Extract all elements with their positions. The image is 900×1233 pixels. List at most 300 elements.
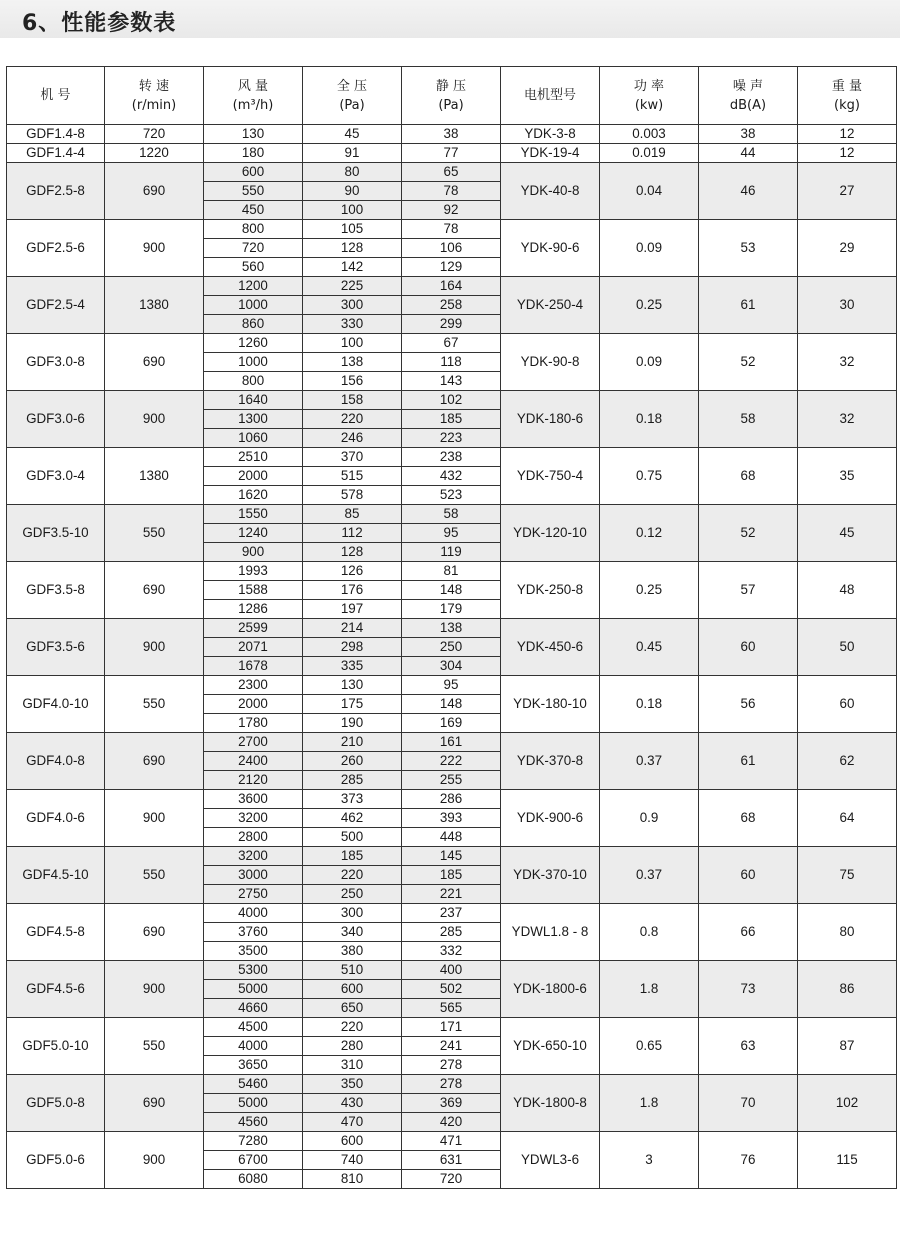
- power-cell: 1.8: [600, 1075, 699, 1132]
- airflow-cell: 7280: [204, 1132, 303, 1151]
- airflow-cell: 2300: [204, 676, 303, 695]
- airflow-cell: 900: [204, 543, 303, 562]
- static-pressure-cell: 285: [402, 923, 501, 942]
- static-pressure-cell: 92: [402, 201, 501, 220]
- power-cell: 0.45: [600, 619, 699, 676]
- power-cell: 0.9: [600, 790, 699, 847]
- static-pressure-cell: 129: [402, 258, 501, 277]
- model-cell: GDF3.0-8: [7, 334, 105, 391]
- airflow-cell: 2120: [204, 771, 303, 790]
- static-pressure-cell: 95: [402, 524, 501, 543]
- total-pressure-cell: 100: [303, 201, 402, 220]
- total-pressure-cell: 578: [303, 486, 402, 505]
- static-pressure-cell: 161: [402, 733, 501, 752]
- total-pressure-cell: 130: [303, 676, 402, 695]
- speed-cell: 1380: [105, 448, 204, 505]
- static-pressure-cell: 143: [402, 372, 501, 391]
- speed-cell: 900: [105, 391, 204, 448]
- airflow-cell: 1993: [204, 562, 303, 581]
- motor-cell: YDK-450-6: [501, 619, 600, 676]
- weight-cell: 30: [798, 277, 897, 334]
- airflow-cell: 1060: [204, 429, 303, 448]
- static-pressure-cell: 471: [402, 1132, 501, 1151]
- static-pressure-cell: 255: [402, 771, 501, 790]
- weight-cell: 102: [798, 1075, 897, 1132]
- total-pressure-cell: 142: [303, 258, 402, 277]
- power-cell: 0.04: [600, 163, 699, 220]
- total-pressure-cell: 470: [303, 1113, 402, 1132]
- total-pressure-cell: 373: [303, 790, 402, 809]
- airflow-cell: 6080: [204, 1170, 303, 1189]
- airflow-cell: 450: [204, 201, 303, 220]
- weight-cell: 48: [798, 562, 897, 619]
- model-cell: GDF5.0-6: [7, 1132, 105, 1189]
- airflow-cell: 800: [204, 372, 303, 391]
- airflow-cell: 1678: [204, 657, 303, 676]
- model-cell: GDF2.5-4: [7, 277, 105, 334]
- airflow-cell: 5000: [204, 1094, 303, 1113]
- airflow-cell: 4000: [204, 904, 303, 923]
- airflow-cell: 130: [204, 125, 303, 144]
- total-pressure-cell: 190: [303, 714, 402, 733]
- static-pressure-cell: 432: [402, 467, 501, 486]
- model-cell: GDF4.0-10: [7, 676, 105, 733]
- static-pressure-cell: 393: [402, 809, 501, 828]
- static-pressure-cell: 77: [402, 144, 501, 163]
- static-pressure-cell: 95: [402, 676, 501, 695]
- total-pressure-cell: 250: [303, 885, 402, 904]
- static-pressure-cell: 241: [402, 1037, 501, 1056]
- model-cell: GDF3.5-8: [7, 562, 105, 619]
- airflow-cell: 1550: [204, 505, 303, 524]
- power-cell: 0.65: [600, 1018, 699, 1075]
- speed-cell: 1220: [105, 144, 204, 163]
- power-cell: 0.75: [600, 448, 699, 505]
- total-pressure-cell: 91: [303, 144, 402, 163]
- header-noise: 噪 声 dB(A): [699, 67, 798, 125]
- total-pressure-cell: 340: [303, 923, 402, 942]
- static-pressure-cell: 58: [402, 505, 501, 524]
- airflow-cell: 1000: [204, 296, 303, 315]
- static-pressure-cell: 258: [402, 296, 501, 315]
- motor-cell: YDK-180-10: [501, 676, 600, 733]
- power-cell: 0.09: [600, 334, 699, 391]
- performance-table: [6, 66, 897, 1189]
- total-pressure-cell: 85: [303, 505, 402, 524]
- table-row: [7, 562, 897, 581]
- static-pressure-cell: 179: [402, 600, 501, 619]
- motor-cell: YDK-19-4: [501, 144, 600, 163]
- airflow-cell: 1240: [204, 524, 303, 543]
- noise-cell: 68: [699, 790, 798, 847]
- header-model: 机 号: [7, 67, 105, 125]
- static-pressure-cell: 148: [402, 695, 501, 714]
- weight-cell: 62: [798, 733, 897, 790]
- table-row: [7, 334, 897, 353]
- static-pressure-cell: 223: [402, 429, 501, 448]
- total-pressure-cell: 650: [303, 999, 402, 1018]
- table-row: [7, 847, 897, 866]
- airflow-cell: 1200: [204, 277, 303, 296]
- total-pressure-cell: 158: [303, 391, 402, 410]
- total-pressure-cell: 126: [303, 562, 402, 581]
- header-power: 功 率 (kw): [600, 67, 699, 125]
- static-pressure-cell: 369: [402, 1094, 501, 1113]
- weight-cell: 60: [798, 676, 897, 733]
- total-pressure-cell: 225: [303, 277, 402, 296]
- weight-cell: 35: [798, 448, 897, 505]
- speed-cell: 900: [105, 220, 204, 277]
- total-pressure-cell: 45: [303, 125, 402, 144]
- table-row: [7, 676, 897, 695]
- static-pressure-cell: 448: [402, 828, 501, 847]
- speed-cell: 720: [105, 125, 204, 144]
- header-speed: 转 速 (r/min): [105, 67, 204, 125]
- total-pressure-cell: 220: [303, 410, 402, 429]
- total-pressure-cell: 128: [303, 239, 402, 258]
- airflow-cell: 180: [204, 144, 303, 163]
- noise-cell: 52: [699, 334, 798, 391]
- noise-cell: 44: [699, 144, 798, 163]
- noise-cell: 60: [699, 847, 798, 904]
- airflow-cell: 1000: [204, 353, 303, 372]
- table-body: [7, 125, 897, 1189]
- static-pressure-cell: 38: [402, 125, 501, 144]
- noise-cell: 52: [699, 505, 798, 562]
- motor-cell: YDK-3-8: [501, 125, 600, 144]
- static-pressure-cell: 81: [402, 562, 501, 581]
- page-title: 6、性能参数表: [22, 11, 177, 36]
- noise-cell: 76: [699, 1132, 798, 1189]
- noise-cell: 53: [699, 220, 798, 277]
- model-cell: GDF4.5-6: [7, 961, 105, 1018]
- static-pressure-cell: 65: [402, 163, 501, 182]
- model-cell: GDF2.5-8: [7, 163, 105, 220]
- table-row: [7, 961, 897, 980]
- airflow-cell: 3600: [204, 790, 303, 809]
- static-pressure-cell: 250: [402, 638, 501, 657]
- airflow-cell: 5000: [204, 980, 303, 999]
- static-pressure-cell: 145: [402, 847, 501, 866]
- motor-cell: YDK-120-10: [501, 505, 600, 562]
- motor-cell: YDK-370-8: [501, 733, 600, 790]
- airflow-cell: 1588: [204, 581, 303, 600]
- static-pressure-cell: 420: [402, 1113, 501, 1132]
- airflow-cell: 560: [204, 258, 303, 277]
- airflow-cell: 3200: [204, 809, 303, 828]
- total-pressure-cell: 500: [303, 828, 402, 847]
- power-cell: 3: [600, 1132, 699, 1189]
- static-pressure-cell: 78: [402, 220, 501, 239]
- table-row: [7, 505, 897, 524]
- power-cell: 0.019: [600, 144, 699, 163]
- motor-cell: YDK-370-10: [501, 847, 600, 904]
- airflow-cell: 3000: [204, 866, 303, 885]
- total-pressure-cell: 210: [303, 733, 402, 752]
- weight-cell: 12: [798, 144, 897, 163]
- speed-cell: 900: [105, 1132, 204, 1189]
- speed-cell: 690: [105, 904, 204, 961]
- weight-cell: 87: [798, 1018, 897, 1075]
- total-pressure-cell: 600: [303, 1132, 402, 1151]
- total-pressure-cell: 100: [303, 334, 402, 353]
- model-cell: GDF1.4-4: [7, 144, 105, 163]
- total-pressure-cell: 462: [303, 809, 402, 828]
- airflow-cell: 1640: [204, 391, 303, 410]
- model-cell: GDF4.5-8: [7, 904, 105, 961]
- total-pressure-cell: 740: [303, 1151, 402, 1170]
- model-cell: GDF3.0-6: [7, 391, 105, 448]
- total-pressure-cell: 430: [303, 1094, 402, 1113]
- static-pressure-cell: 286: [402, 790, 501, 809]
- airflow-cell: 4660: [204, 999, 303, 1018]
- airflow-cell: 550: [204, 182, 303, 201]
- table-row: [7, 619, 897, 638]
- airflow-cell: 4560: [204, 1113, 303, 1132]
- header-static-pressure: 静 压 (Pa): [402, 67, 501, 125]
- static-pressure-cell: 400: [402, 961, 501, 980]
- total-pressure-cell: 105: [303, 220, 402, 239]
- total-pressure-cell: 260: [303, 752, 402, 771]
- weight-cell: 50: [798, 619, 897, 676]
- total-pressure-cell: 214: [303, 619, 402, 638]
- airflow-cell: 1300: [204, 410, 303, 429]
- motor-cell: YDK-750-4: [501, 448, 600, 505]
- noise-cell: 61: [699, 733, 798, 790]
- model-cell: GDF5.0-10: [7, 1018, 105, 1075]
- power-cell: 0.18: [600, 676, 699, 733]
- static-pressure-cell: 278: [402, 1056, 501, 1075]
- noise-cell: 63: [699, 1018, 798, 1075]
- total-pressure-cell: 90: [303, 182, 402, 201]
- static-pressure-cell: 148: [402, 581, 501, 600]
- airflow-cell: 1260: [204, 334, 303, 353]
- weight-cell: 29: [798, 220, 897, 277]
- static-pressure-cell: 720: [402, 1170, 501, 1189]
- table-row: [7, 163, 897, 182]
- total-pressure-cell: 156: [303, 372, 402, 391]
- weight-cell: 32: [798, 334, 897, 391]
- speed-cell: 550: [105, 676, 204, 733]
- total-pressure-cell: 810: [303, 1170, 402, 1189]
- static-pressure-cell: 299: [402, 315, 501, 334]
- speed-cell: 550: [105, 847, 204, 904]
- total-pressure-cell: 510: [303, 961, 402, 980]
- static-pressure-cell: 67: [402, 334, 501, 353]
- weight-cell: 64: [798, 790, 897, 847]
- motor-cell: YDK-1800-6: [501, 961, 600, 1018]
- table-row: [7, 144, 897, 163]
- motor-cell: YDK-180-6: [501, 391, 600, 448]
- power-cell: 0.18: [600, 391, 699, 448]
- total-pressure-cell: 246: [303, 429, 402, 448]
- airflow-cell: 5460: [204, 1075, 303, 1094]
- total-pressure-cell: 280: [303, 1037, 402, 1056]
- airflow-cell: 2599: [204, 619, 303, 638]
- static-pressure-cell: 102: [402, 391, 501, 410]
- weight-cell: 80: [798, 904, 897, 961]
- airflow-cell: 3650: [204, 1056, 303, 1075]
- header-weight: 重 量 (kg): [798, 67, 897, 125]
- motor-cell: YDK-90-8: [501, 334, 600, 391]
- model-cell: GDF3.5-6: [7, 619, 105, 676]
- static-pressure-cell: 118: [402, 353, 501, 372]
- speed-cell: 900: [105, 790, 204, 847]
- static-pressure-cell: 304: [402, 657, 501, 676]
- static-pressure-cell: 169: [402, 714, 501, 733]
- speed-cell: 900: [105, 619, 204, 676]
- static-pressure-cell: 565: [402, 999, 501, 1018]
- table-row: [7, 1075, 897, 1094]
- airflow-cell: 2700: [204, 733, 303, 752]
- noise-cell: 68: [699, 448, 798, 505]
- model-cell: GDF3.5-10: [7, 505, 105, 562]
- weight-cell: 32: [798, 391, 897, 448]
- weight-cell: 115: [798, 1132, 897, 1189]
- total-pressure-cell: 335: [303, 657, 402, 676]
- motor-cell: YDWL3-6: [501, 1132, 600, 1189]
- weight-cell: 27: [798, 163, 897, 220]
- total-pressure-cell: 80: [303, 163, 402, 182]
- model-cell: GDF3.0-4: [7, 448, 105, 505]
- power-cell: 0.8: [600, 904, 699, 961]
- total-pressure-cell: 175: [303, 695, 402, 714]
- speed-cell: 690: [105, 334, 204, 391]
- total-pressure-cell: 220: [303, 1018, 402, 1037]
- airflow-cell: 2071: [204, 638, 303, 657]
- total-pressure-cell: 220: [303, 866, 402, 885]
- noise-cell: 38: [699, 125, 798, 144]
- total-pressure-cell: 197: [303, 600, 402, 619]
- total-pressure-cell: 138: [303, 353, 402, 372]
- total-pressure-cell: 310: [303, 1056, 402, 1075]
- total-pressure-cell: 330: [303, 315, 402, 334]
- speed-cell: 690: [105, 163, 204, 220]
- airflow-cell: 1620: [204, 486, 303, 505]
- table-row: [7, 391, 897, 410]
- model-cell: GDF1.4-8: [7, 125, 105, 144]
- airflow-cell: 2000: [204, 467, 303, 486]
- model-cell: GDF5.0-8: [7, 1075, 105, 1132]
- static-pressure-cell: 502: [402, 980, 501, 999]
- motor-cell: YDK-40-8: [501, 163, 600, 220]
- airflow-cell: 2800: [204, 828, 303, 847]
- power-cell: 0.25: [600, 562, 699, 619]
- static-pressure-cell: 237: [402, 904, 501, 923]
- total-pressure-cell: 300: [303, 904, 402, 923]
- total-pressure-cell: 112: [303, 524, 402, 543]
- airflow-cell: 5300: [204, 961, 303, 980]
- model-cell: GDF4.5-10: [7, 847, 105, 904]
- static-pressure-cell: 119: [402, 543, 501, 562]
- static-pressure-cell: 222: [402, 752, 501, 771]
- power-cell: 0.37: [600, 733, 699, 790]
- airflow-cell: 4000: [204, 1037, 303, 1056]
- speed-cell: 550: [105, 1018, 204, 1075]
- airflow-cell: 3200: [204, 847, 303, 866]
- airflow-cell: 1286: [204, 600, 303, 619]
- airflow-cell: 860: [204, 315, 303, 334]
- static-pressure-cell: 164: [402, 277, 501, 296]
- speed-cell: 900: [105, 961, 204, 1018]
- total-pressure-cell: 176: [303, 581, 402, 600]
- total-pressure-cell: 185: [303, 847, 402, 866]
- model-cell: GDF2.5-6: [7, 220, 105, 277]
- table-row: [7, 790, 897, 809]
- power-cell: 0.25: [600, 277, 699, 334]
- static-pressure-cell: 332: [402, 942, 501, 961]
- noise-cell: 56: [699, 676, 798, 733]
- header-airflow: 风 量 (m³/h): [204, 67, 303, 125]
- static-pressure-cell: 278: [402, 1075, 501, 1094]
- airflow-cell: 2000: [204, 695, 303, 714]
- speed-cell: 690: [105, 562, 204, 619]
- noise-cell: 60: [699, 619, 798, 676]
- table-row: [7, 1132, 897, 1151]
- airflow-cell: 720: [204, 239, 303, 258]
- speed-cell: 1380: [105, 277, 204, 334]
- model-cell: GDF4.0-6: [7, 790, 105, 847]
- static-pressure-cell: 221: [402, 885, 501, 904]
- weight-cell: 86: [798, 961, 897, 1018]
- noise-cell: 58: [699, 391, 798, 448]
- total-pressure-cell: 600: [303, 980, 402, 999]
- table-row: [7, 1018, 897, 1037]
- table-row: [7, 220, 897, 239]
- airflow-cell: 6700: [204, 1151, 303, 1170]
- airflow-cell: 1780: [204, 714, 303, 733]
- total-pressure-cell: 300: [303, 296, 402, 315]
- weight-cell: 45: [798, 505, 897, 562]
- table-row: [7, 125, 897, 144]
- header-total-pressure: 全 压 (Pa): [303, 67, 402, 125]
- airflow-cell: 3500: [204, 942, 303, 961]
- airflow-cell: 600: [204, 163, 303, 182]
- header-motor: 电机型号: [501, 67, 600, 125]
- noise-cell: 61: [699, 277, 798, 334]
- static-pressure-cell: 138: [402, 619, 501, 638]
- motor-cell: YDWL1.8 - 8: [501, 904, 600, 961]
- motor-cell: YDK-250-8: [501, 562, 600, 619]
- noise-cell: 73: [699, 961, 798, 1018]
- table-row: [7, 277, 897, 296]
- total-pressure-cell: 298: [303, 638, 402, 657]
- total-pressure-cell: 350: [303, 1075, 402, 1094]
- speed-cell: 690: [105, 1075, 204, 1132]
- airflow-cell: 2510: [204, 448, 303, 467]
- power-cell: 0.12: [600, 505, 699, 562]
- airflow-cell: 3760: [204, 923, 303, 942]
- static-pressure-cell: 171: [402, 1018, 501, 1037]
- header-row: [7, 67, 897, 125]
- total-pressure-cell: 285: [303, 771, 402, 790]
- total-pressure-cell: 515: [303, 467, 402, 486]
- speed-cell: 550: [105, 505, 204, 562]
- static-pressure-cell: 106: [402, 239, 501, 258]
- static-pressure-cell: 78: [402, 182, 501, 201]
- static-pressure-cell: 631: [402, 1151, 501, 1170]
- airflow-cell: 2750: [204, 885, 303, 904]
- static-pressure-cell: 238: [402, 448, 501, 467]
- total-pressure-cell: 370: [303, 448, 402, 467]
- noise-cell: 66: [699, 904, 798, 961]
- power-cell: 1.8: [600, 961, 699, 1018]
- motor-cell: YDK-90-6: [501, 220, 600, 277]
- motor-cell: YDK-650-10: [501, 1018, 600, 1075]
- motor-cell: YDK-250-4: [501, 277, 600, 334]
- table-row: [7, 733, 897, 752]
- model-cell: GDF4.0-8: [7, 733, 105, 790]
